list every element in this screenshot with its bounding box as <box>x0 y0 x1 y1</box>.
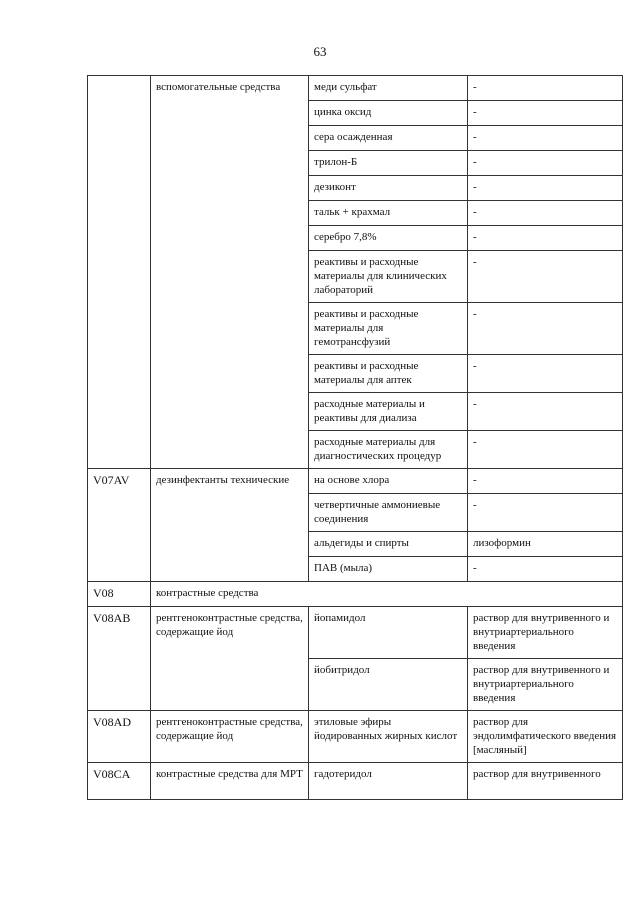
drug-name-cell: этиловые эфиры йодированных жирных кислот <box>309 711 468 763</box>
drug-name-cell: йопамидол <box>309 607 468 659</box>
atc-code-cell: V08AD <box>88 711 151 763</box>
drug-name-cell: трилон-Б <box>309 151 468 176</box>
dosage-form-cell: - <box>468 176 623 201</box>
drug-name-cell: йобитридол <box>309 659 468 711</box>
drug-name-cell: реактивы и расходные материалы для клинических лабораторий <box>309 251 468 303</box>
group-cell: рентгеноконтрастные средства, содержащие йод <box>151 607 309 711</box>
drug-name-cell: цинка оксид <box>309 101 468 126</box>
dosage-form-cell: - <box>468 201 623 226</box>
table-row <box>88 76 623 101</box>
drug-name-cell: альдегиды и спирты <box>309 532 468 557</box>
table-row <box>88 469 623 494</box>
drug-name-cell: расходные материалы для диагностических процедур <box>309 431 468 469</box>
atc-code-cell: V07AV <box>88 469 151 582</box>
dosage-form-cell: раствор для внутривенного <box>468 763 623 800</box>
dosage-form-cell: - <box>468 303 623 355</box>
dosage-form-cell: - <box>468 431 623 469</box>
drug-name-cell: дезиконт <box>309 176 468 201</box>
group-cell: рентгеноконтрастные средства, содержащие йод <box>151 711 309 763</box>
dosage-form-cell: раствор для внутривенного и внутриартериального введения <box>468 659 623 711</box>
drug-name-cell: реактивы и расходные материалы для гемотрансфузий <box>309 303 468 355</box>
drug-name-cell: тальк + крахмал <box>309 201 468 226</box>
drug-name-cell: на основе хлора <box>309 469 468 494</box>
drug-name-cell: серебро 7,8% <box>309 226 468 251</box>
dosage-form-cell: - <box>468 151 623 176</box>
drug-table <box>87 75 623 800</box>
table-row <box>88 607 623 659</box>
drug-name-cell: четвертичные аммониевые соединения <box>309 494 468 532</box>
dosage-form-cell: - <box>468 251 623 303</box>
page-number: 63 <box>313 44 327 59</box>
dosage-form-cell: - <box>468 101 623 126</box>
table-row <box>88 763 623 800</box>
atc-code-cell <box>88 76 151 469</box>
drug-name-cell: гадотеридол <box>309 763 468 800</box>
dosage-form-cell: - <box>468 557 623 582</box>
drug-name-cell: реактивы и расходные материалы для аптек <box>309 355 468 393</box>
table-row <box>88 711 623 763</box>
group-cell: контрастные средства <box>151 582 623 607</box>
table-row <box>88 582 623 607</box>
drug-name-cell: сера осажденная <box>309 126 468 151</box>
dosage-form-cell: - <box>468 126 623 151</box>
dosage-form-cell: раствор для внутривенного и внутриартериального введения <box>468 607 623 659</box>
dosage-form-cell: - <box>468 494 623 532</box>
dosage-form-cell: - <box>468 226 623 251</box>
drug-name-cell: меди сульфат <box>309 76 468 101</box>
group-cell: вспомогательные средства <box>151 76 309 469</box>
drug-name-cell: ПАВ (мыла) <box>309 557 468 582</box>
atc-code-cell: V08CA <box>88 763 151 800</box>
group-cell: дезинфектанты технические <box>151 469 309 582</box>
dosage-form-cell: раствор для эндолимфатического введения [масляный] <box>468 711 623 763</box>
dosage-form-cell: - <box>468 469 623 494</box>
atc-code-cell: V08AB <box>88 607 151 711</box>
drug-name-cell: расходные материалы и реактивы для диализа <box>309 393 468 431</box>
atc-code-cell: V08 <box>88 582 151 607</box>
dosage-form-cell: лизоформин <box>468 532 623 557</box>
dosage-form-cell: - <box>468 393 623 431</box>
dosage-form-cell: - <box>468 76 623 101</box>
dosage-form-cell: - <box>468 355 623 393</box>
group-cell: контрастные средства для МРТ <box>151 763 309 800</box>
